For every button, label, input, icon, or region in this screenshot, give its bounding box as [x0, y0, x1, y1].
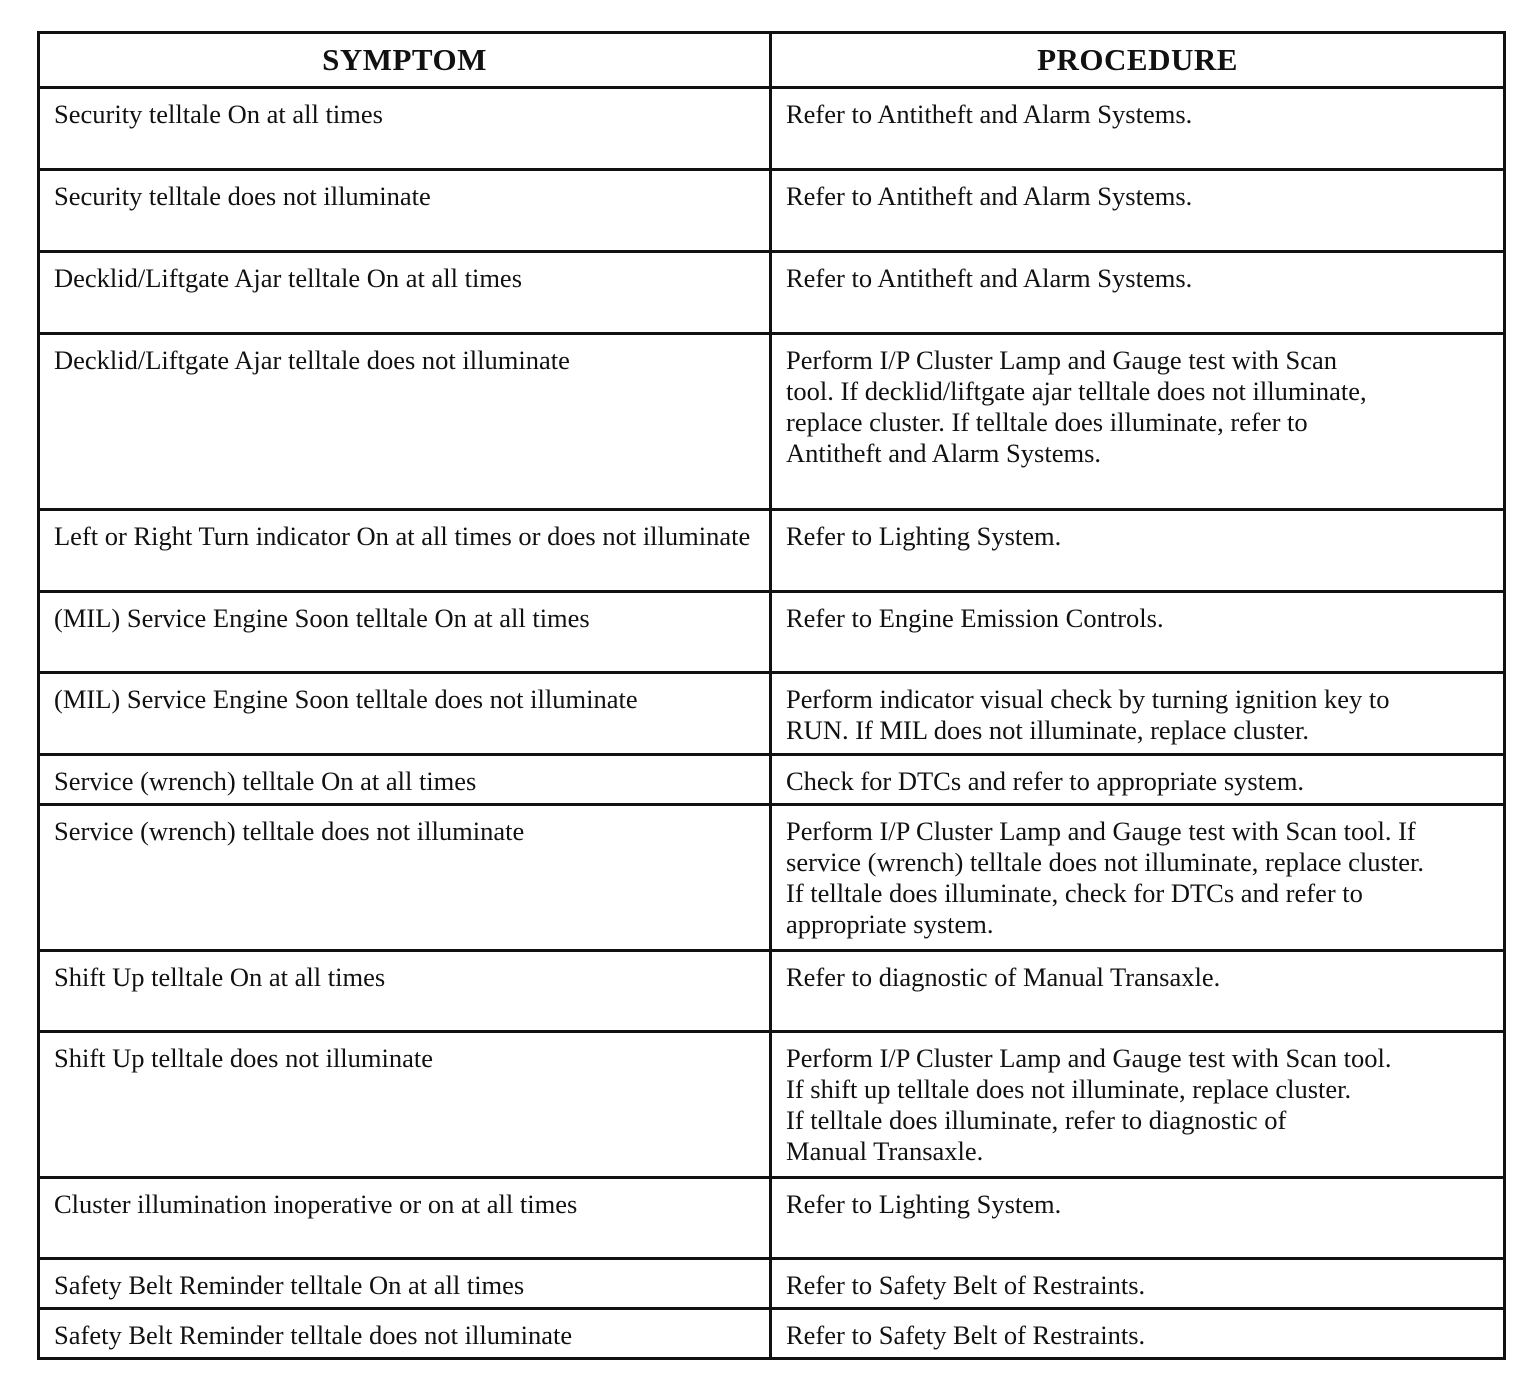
- procedure-cell: [771, 170, 1505, 252]
- symptom-cell: Security telltale On at all times: [39, 88, 771, 170]
- table-row: [39, 592, 1505, 673]
- symptom-cell: Left or Right Turn indicator On at all times or does not illuminate: [39, 510, 771, 592]
- procedure-cell: [771, 1309, 1505, 1359]
- procedure-cell: [771, 592, 1505, 673]
- symptom-procedure-table: [37, 31, 1506, 1360]
- table-row: [39, 673, 1505, 755]
- procedure-line: If telltale does illuminate, check for DTCs and refer to: [786, 878, 1363, 908]
- procedure-cell: [771, 334, 1505, 510]
- procedure-line: service (wrench) telltale does not illuminate, replace cluster.: [786, 847, 1424, 877]
- procedure-line: Perform indicator visual check by turning ignition key to: [786, 684, 1390, 714]
- procedure-cell: [771, 1259, 1505, 1309]
- symptom-cell: Decklid/Liftgate Ajar telltale does not illuminate: [39, 334, 771, 510]
- procedure-line: Perform I/P Cluster Lamp and Gauge test with Scan tool. If: [786, 816, 1416, 846]
- procedure-line: Refer to Safety Belt of Restraints.: [786, 1270, 1146, 1300]
- procedure-cell: [771, 510, 1505, 592]
- procedure-column-header: PROCEDURE: [771, 33, 1505, 88]
- symptom-cell: Decklid/Liftgate Ajar telltale On at all times: [39, 252, 771, 334]
- table-row: [39, 951, 1505, 1032]
- procedure-line: If shift up telltale does not illuminate, replace cluster.: [786, 1074, 1352, 1104]
- procedure-cell: [771, 1178, 1505, 1259]
- table-header-row: [39, 33, 1505, 88]
- procedure-line: If telltale does illuminate, refer to diagnostic of: [786, 1105, 1287, 1135]
- table-row: [39, 755, 1505, 805]
- procedure-line: Manual Transaxle.: [786, 1136, 984, 1166]
- procedure-line: Refer to Engine Emission Controls.: [786, 603, 1164, 633]
- procedure-line: Refer to Lighting System.: [786, 1189, 1062, 1219]
- table-row: [39, 1259, 1505, 1309]
- symptom-cell: Security telltale does not illuminate: [39, 170, 771, 252]
- procedure-line: Refer to Safety Belt of Restraints.: [786, 1320, 1146, 1350]
- procedure-line: replace cluster. If telltale does illuminate, refer to: [786, 407, 1308, 437]
- procedure-line: Refer to Lighting System.: [786, 521, 1062, 551]
- table-row: [39, 88, 1505, 170]
- table-row: [39, 1309, 1505, 1359]
- procedure-line: Refer to Antitheft and Alarm Systems.: [786, 181, 1193, 211]
- symptom-column-header: SYMPTOM: [39, 33, 771, 88]
- procedure-cell: [771, 673, 1505, 755]
- procedure-line: Check for DTCs and refer to appropriate system.: [786, 766, 1305, 796]
- procedure-cell: [771, 252, 1505, 334]
- symptom-cell: Service (wrench) telltale On at all times: [39, 755, 771, 805]
- procedure-line: Perform I/P Cluster Lamp and Gauge test with Scan tool.: [786, 1043, 1392, 1073]
- procedure-line: RUN. If MIL does not illuminate, replace cluster.: [786, 715, 1309, 745]
- procedure-line: Refer to Antitheft and Alarm Systems.: [786, 99, 1193, 129]
- table-row: [39, 805, 1505, 951]
- procedure-cell: [771, 951, 1505, 1032]
- procedure-line: Perform I/P Cluster Lamp and Gauge test with Scan: [786, 345, 1337, 375]
- symptom-cell: (MIL) Service Engine Soon telltale On at all times: [39, 592, 771, 673]
- symptom-cell: Shift Up telltale does not illuminate: [39, 1032, 771, 1178]
- procedure-line: appropriate system.: [786, 909, 994, 939]
- table-row: [39, 510, 1505, 592]
- symptom-cell: Safety Belt Reminder telltale On at all times: [39, 1259, 771, 1309]
- symptom-cell: (MIL) Service Engine Soon telltale does not illuminate: [39, 673, 771, 755]
- procedure-cell: [771, 805, 1505, 951]
- symptom-cell: Shift Up telltale On at all times: [39, 951, 771, 1032]
- table-row: [39, 170, 1505, 252]
- table-row: [39, 1032, 1505, 1178]
- procedure-cell: [771, 755, 1505, 805]
- symptom-cell: Safety Belt Reminder telltale does not illuminate: [39, 1309, 771, 1359]
- table-row: [39, 334, 1505, 510]
- procedure-line: Refer to Antitheft and Alarm Systems.: [786, 263, 1193, 293]
- symptom-cell: Service (wrench) telltale does not illuminate: [39, 805, 771, 951]
- procedure-line: Refer to diagnostic of Manual Transaxle.: [786, 962, 1221, 992]
- procedure-cell: [771, 88, 1505, 170]
- table-row: [39, 1178, 1505, 1259]
- procedure-line: tool. If decklid/liftgate ajar telltale does not illuminate,: [786, 376, 1367, 406]
- procedure-line: Antitheft and Alarm Systems.: [786, 438, 1102, 468]
- symptom-cell: Cluster illumination inoperative or on at all times: [39, 1178, 771, 1259]
- procedure-cell: [771, 1032, 1505, 1178]
- table-row: [39, 252, 1505, 334]
